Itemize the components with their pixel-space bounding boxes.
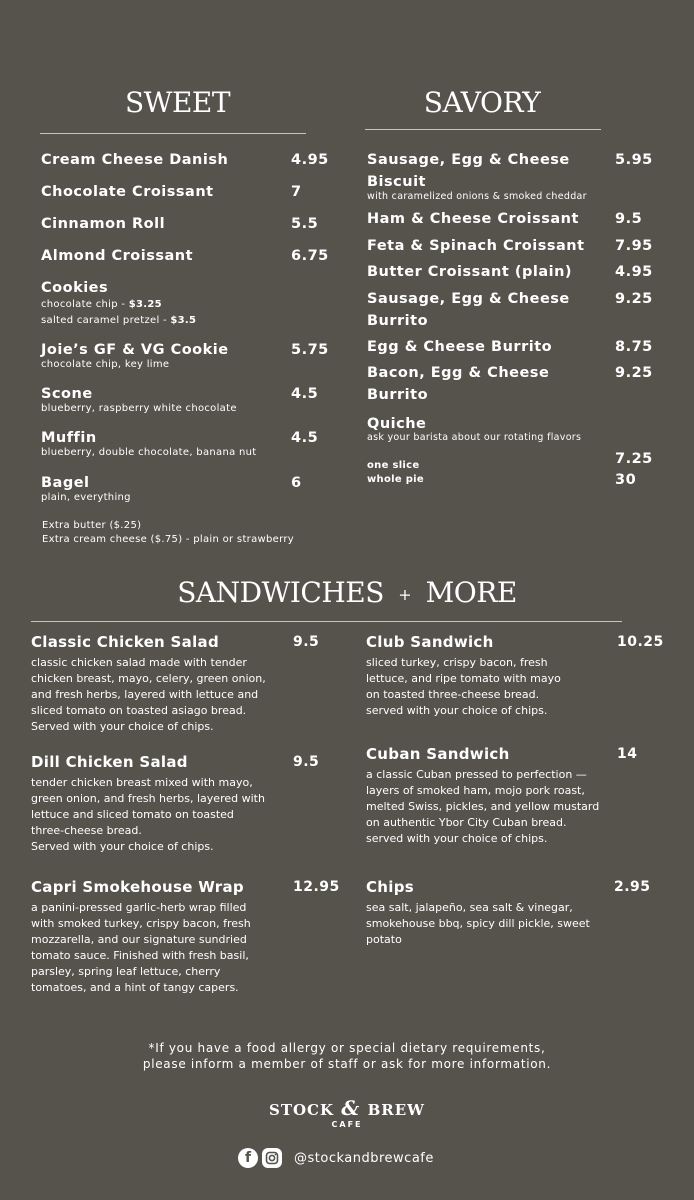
- sandwich-desc: a panini-pressed garlic-herb wrap filled with smoked turkey, crispy bacon, fresh mozzarella, and our signature sundried tomato sauce. Finished with fresh basil, parsley, spring leaf lettuce, cherry tomatoes, and a hint of tangy capers.: [31, 901, 251, 994]
- menu-item-price: 7: [291, 184, 302, 200]
- quiche-option-label: one slice: [367, 460, 420, 471]
- menu-item-name: Sausage, Egg & Cheese: [367, 152, 570, 168]
- menu-item-price: 5.5: [291, 216, 319, 232]
- sandwich-desc: sliced turkey, crispy bacon, fresh lettuce, and ripe tomato with mayo on toasted three-cheese bread. served with your choice of chips.: [366, 656, 561, 717]
- quiche-option-price: 7.25: [615, 451, 653, 467]
- menu-item-name: Muffin: [41, 430, 97, 446]
- sandwich-name: Classic Chicken Salad: [31, 633, 219, 651]
- menu-item-option: salted caramel pretzel - $3.5: [41, 315, 197, 326]
- menu-item-name: Joie’s GF & VG Cookie: [41, 342, 229, 358]
- sweet-title: SWEET: [124, 86, 230, 119]
- extras-line: Extra butter ($.25): [42, 520, 142, 531]
- menu-item-name: Cream Cheese Danish: [41, 152, 229, 168]
- menu-item-name: Chocolate Croissant: [41, 184, 214, 200]
- menu-item-price: 4.5: [291, 430, 319, 446]
- menu-item-desc: chocolate chip, key lime: [41, 359, 170, 370]
- savory-rule: [365, 129, 601, 130]
- menu-item-name: Scone: [41, 386, 93, 402]
- menu-item-name: Quiche: [367, 416, 427, 432]
- sweet-rule: [40, 133, 306, 134]
- sandwich-name: Capri Smokehouse Wrap: [31, 878, 244, 896]
- quiche-option-label: whole pie: [367, 474, 424, 485]
- menu-item-price: 5.75: [291, 342, 329, 358]
- sandwich-price: 12.95: [293, 879, 340, 895]
- brand-logo: STOCK & BREW CAFE: [268, 1096, 425, 1129]
- menu-item-desc: blueberry, double chocolate, banana nut: [41, 447, 257, 458]
- menu-item-price: 9.25: [615, 365, 653, 381]
- savory-title: SAVORY: [423, 86, 541, 119]
- menu-item-name: Cookies: [41, 280, 109, 296]
- sandwich-price: 14: [617, 746, 638, 762]
- menu-item-price: 4.95: [615, 264, 653, 280]
- menu-item-name: Sausage, Egg & Cheese: [367, 291, 570, 307]
- menu-item-desc: blueberry, raspberry white chocolate: [41, 403, 237, 414]
- menu-item-desc: with caramelized onions & smoked cheddar: [367, 191, 587, 202]
- menu-item-desc: plain, everything: [41, 492, 131, 503]
- sandwich-desc: classic chicken salad made with tender chicken breast, mayo, celery, green onion, and fresh herbs, layered with lettuce and sliced tomato on toasted asiago bread. Served with your choice of chips.: [31, 656, 266, 733]
- menu-item-price: 4.95: [291, 152, 329, 168]
- sandwich-desc: a classic Cuban pressed to perfection — layers of smoked ham, mojo pork roast, melted Swiss, pickles, and yellow mustard on authentic Ybor City Cuban bread. served with your choice of chips.: [366, 768, 600, 845]
- menu-item-name: Feta & Spinach Croissant: [367, 238, 585, 254]
- sandwich-name: Dill Chicken Salad: [31, 753, 188, 771]
- allergy-notice: *If you have a food allergy or special dietary requirements, please inform a member of staff or ask for more information.: [142, 1041, 552, 1071]
- social-handle[interactable]: @stockandbrewcafe: [294, 1150, 434, 1166]
- sandwich-name: Cuban Sandwich: [366, 745, 510, 763]
- sandwiches-title: SANDWICHES + MORE: [177, 576, 517, 609]
- menu-item-name: Butter Croissant (plain): [367, 264, 573, 280]
- menu-item-option: chocolate chip - $3.25: [41, 299, 162, 310]
- menu-item-name: Ham & Cheese Croissant: [367, 211, 579, 227]
- menu-item-price: 6.75: [291, 248, 329, 264]
- menu-item-name: Almond Croissant: [41, 248, 194, 264]
- menu-item-name: Cinnamon Roll: [41, 216, 166, 232]
- sandwich-desc: sea salt, jalapeño, sea salt & vinegar, smokehouse bbq, spicy dill pickle, sweet potato: [366, 901, 590, 946]
- menu-item-name: Bagel: [41, 475, 90, 491]
- menu-item-name-cont: Burrito: [367, 313, 429, 329]
- sandwich-price: 10.25: [617, 634, 664, 650]
- sandwich-desc: tender chicken breast mixed with mayo, green onion, and fresh herbs, layered with lettuce and sliced tomato on toasted three-cheese bread. Served with your choice of chips.: [31, 776, 265, 853]
- sandwich-name: Club Sandwich: [366, 633, 494, 651]
- menu-item-price: 6: [291, 475, 302, 491]
- sandwich-price: 9.5: [293, 754, 320, 770]
- sandwiches-rule: [31, 621, 622, 622]
- sandwich-price: 2.95: [614, 879, 651, 895]
- menu-item-price: 8.75: [615, 339, 653, 355]
- menu-item-price: 9.5: [615, 211, 643, 227]
- menu-item-desc: ask your barista about our rotating flavors: [367, 432, 582, 443]
- social-row: [238, 1148, 434, 1168]
- sandwich-name: Chips: [366, 878, 414, 896]
- menu-item-name: Egg & Cheese Burrito: [367, 339, 553, 355]
- menu-item-price: 7.95: [615, 238, 653, 254]
- menu-item-name: Bacon, Egg & Cheese: [367, 365, 550, 381]
- quiche-option-price: 30: [615, 472, 637, 488]
- menu-item-price: 9.25: [615, 291, 653, 307]
- menu-item-name-cont: Biscuit: [367, 174, 426, 190]
- instagram-icon[interactable]: [262, 1148, 282, 1168]
- facebook-icon[interactable]: f: [238, 1148, 258, 1168]
- sandwich-price: 9.5: [293, 634, 320, 650]
- menu-item-price: 4.5: [291, 386, 319, 402]
- extras-line: Extra cream cheese ($.75) - plain or strawberry: [42, 534, 294, 545]
- menu-item-name-cont: Burrito: [367, 387, 429, 403]
- menu-item-price: 5.95: [615, 152, 653, 168]
